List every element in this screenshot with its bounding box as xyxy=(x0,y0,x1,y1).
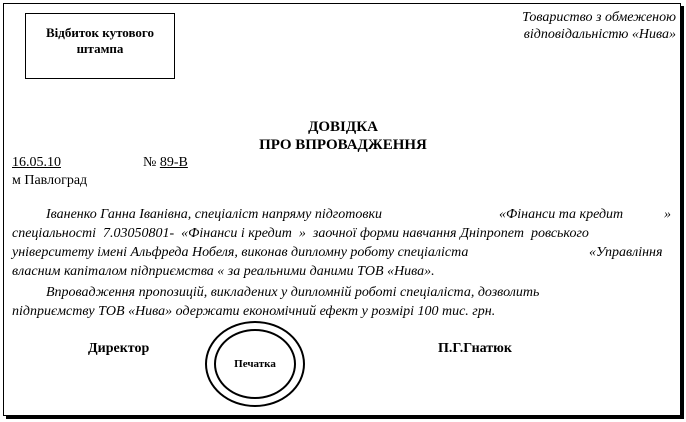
body-p2-line2: підприємству ТОВ «Нива» одержати економічний ефект у розмірі 100 тис. грн. xyxy=(12,304,496,319)
signature-position: Директор xyxy=(88,341,150,356)
document-city: м Павлоград xyxy=(12,173,88,188)
seal-label: Печатка xyxy=(234,358,276,370)
body-p1-line4: власним капіталом підприємства « за реальними даними ТОВ «Нива». xyxy=(12,264,435,279)
organization-line-1: Товариство з обмеженою xyxy=(522,10,676,25)
document-number xyxy=(143,155,188,171)
corner-stamp-label: Відбиток кутового штампа xyxy=(45,25,154,56)
organization-line-2: відповідальністю «Нива» xyxy=(523,27,676,42)
body-p1-line1-c: » xyxy=(664,207,671,222)
document-title: ДОВІДКА xyxy=(308,119,378,135)
document-number-prefix: № xyxy=(143,155,160,170)
document-date: 16.05.10 xyxy=(12,155,61,170)
body-p1-line1-a: Іваненко Ганна Іванівна, спеціаліст напряму підготовки xyxy=(46,207,382,222)
body-p1-line1-b: «Фінанси та кредит xyxy=(499,207,624,222)
document-number-value: 89-В xyxy=(159,155,188,170)
signature-name: П.Г.Гнатюк xyxy=(438,341,512,356)
document-subtitle: ПРО ВПРОВАДЖЕННЯ xyxy=(259,137,427,153)
seal-stamp xyxy=(205,321,305,407)
body-p2-line1: Впровадження пропозицій, викладених у дипломній роботі спеціаліста, дозволить xyxy=(46,285,540,300)
organization-name xyxy=(476,9,676,43)
body-p1-line2: спеціальності 7.03050801- «Фінанси і кредит » заочної форми навчання Дніпропет ровського xyxy=(12,226,589,241)
body-p1-line3-b: «Управління xyxy=(589,245,663,260)
corner-stamp-box xyxy=(25,13,175,79)
body-p1-line3-a: університету імені Альфреда Нобеля, виконав дипломну роботу спеціаліста xyxy=(12,245,469,260)
seal-inner-ring xyxy=(214,329,296,399)
